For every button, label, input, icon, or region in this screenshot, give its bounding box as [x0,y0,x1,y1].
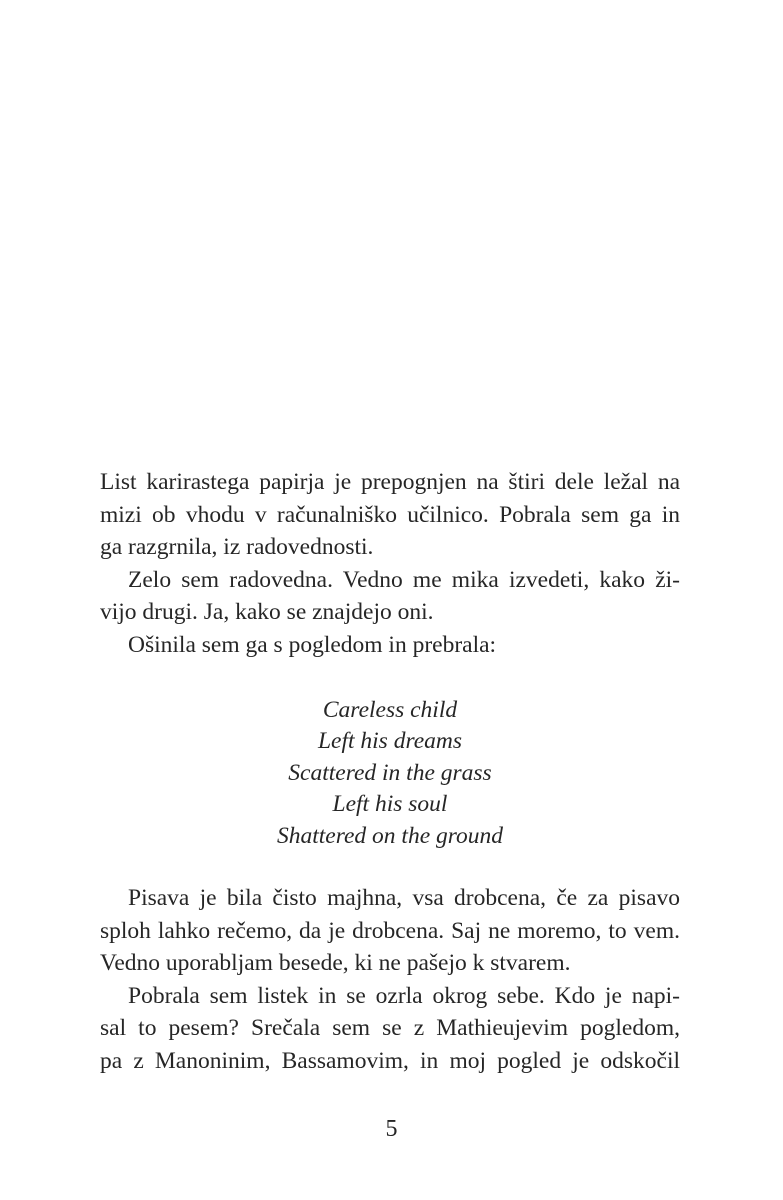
poem-line: Scattered in the grass [288,759,492,786]
text-line: Vedno uporabljam besede, ki ne pašejo k stvarem. [100,950,571,977]
text-line: pa z Manoninim, Bassamovim, in moj pogled je odskočil [100,1048,680,1075]
paragraph [100,980,680,1078]
text-line: Pobrala sem listek in se ozrla okrog sebe. Kdo je napi- [128,982,680,1009]
paragraph [100,629,680,662]
text-line: mizi ob vhodu v računalniško učilnico. Pobrala sem ga in [100,501,680,528]
text-line: sal to pesem? Srečala sem se z Mathieujevim pogledom, [100,1015,680,1042]
poem-line: Careless child [322,696,458,723]
text-block [100,466,680,1078]
text-line: Ošinila sem ga s pogledom in prebrala: [128,631,497,658]
text-line: ga razgrnila, iz radovednosti. [100,534,374,561]
text-line: sploh lahko rečemo, da je drobcena. Saj ne moremo, to vem. [100,917,680,944]
text-line: List karirastega papirja je prepognjen na štiri dele ležal na [100,469,680,495]
text-line: vijo drugi. Ja, kako se znajdejo oni. [100,599,434,626]
paragraph [100,466,680,564]
poem-line: Shattered on the ground [276,822,504,849]
paragraph [100,564,680,629]
poem-line: Left his soul [332,791,448,818]
page-number: 5 [385,1116,398,1142]
paragraph [100,882,680,980]
poem-line: Left his dreams [317,728,463,755]
text-line: Zelo sem radovedna. Vedno me mika izvedeti, kako ži- [128,566,680,593]
poem [100,695,680,853]
text-line: Pisava je bila čisto majhna, vsa drobcena, če za pisavo [128,885,680,912]
